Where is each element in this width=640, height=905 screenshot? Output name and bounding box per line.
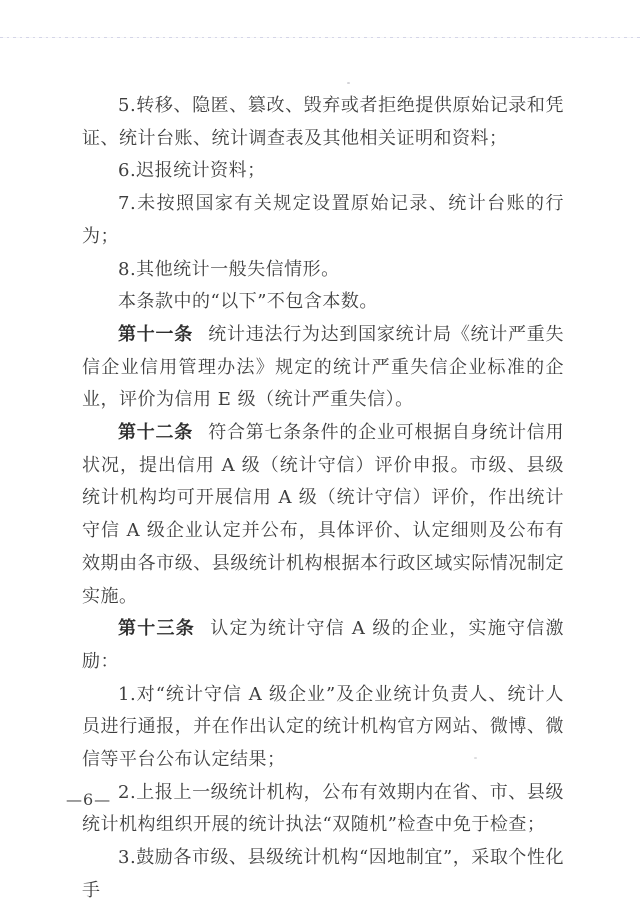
paragraph: 1.对“统计守信 A 级企业”及企业统计负责人、统计人员进行通报，并在作出认定的统计机构官方网站、微博、微信等平台公布认定结果； — [82, 683, 564, 771]
paragraph: 2.上报上一级统计机构，公布有效期内在省、市、县级统计机构组织开展的统计执法“双随机”检查中免于检查； — [82, 781, 564, 836]
scan-artifact-line — [0, 37, 640, 38]
page-number: —6— — [66, 790, 112, 809]
document-body — [82, 90, 564, 905]
article-paragraph — [82, 417, 564, 613]
paragraph: 3.鼓励各市级、县级统计机构“因地制宜”，采取个性化手 — [82, 847, 564, 901]
article-heading: 第十二条 — [118, 422, 193, 444]
paragraph: 7.未按照国家有关规定设置原始记录、统计台账的行为； — [82, 193, 564, 247]
article-text: 认定为统计守信 A 级的企业，实施守信激励： — [82, 618, 565, 672]
article-paragraph — [82, 613, 564, 678]
article-text: 符合第七条条件的企业可根据自身统计信用状况，提出信用 A 级（统计守信）评价申报。市级、县级统计机构均可开展信用 A 级（统计守信）评价，作出统计守信 A 级企业认定并公布，具体评价、认定细则及公布有效期由各市级、县级统计机构根据本行政区域实际情况制定实施。 — [82, 422, 565, 607]
paragraph: 6.迟报统计资料； — [118, 160, 266, 182]
article-heading: 第十一条 — [118, 323, 193, 345]
article-text: 统计违法行为达到国家统计局《统计严重失信企业信用管理办法》规定的统计严重失信企业标准的企业，评价为信用 E 级（统计严重失信）。 — [82, 323, 565, 411]
paragraph: 8.其他统计一般失信情形。 — [118, 258, 340, 280]
scan-speck — [347, 82, 350, 84]
paragraph: 5.转移、隐匿、篡改、毁弃或者拒绝提供原始记录和凭证、统计台账、统计调查表及其他相关证明和资料； — [82, 95, 564, 149]
paragraph: 本条款中的“以下”不包含本数。 — [118, 291, 378, 313]
article-heading: 第十三条 — [118, 618, 195, 640]
article-paragraph — [82, 319, 564, 417]
